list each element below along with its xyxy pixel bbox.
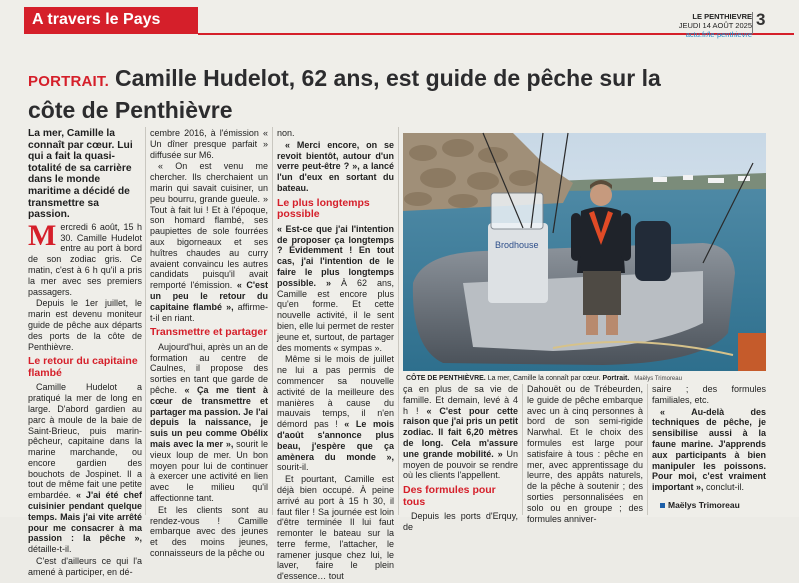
paragraph: C'est d'ailleurs ce qui l'a amené à participer, en dé- — [28, 556, 142, 577]
paragraph-text: « On est venu me chercher. Ils cherchaient un marin qui savait cuisiner, un peu bourru, grande gueule. » Tout à fait lui ! Et à l'époque, son homard flambé, ses paupiettes de sole fourrées aux bigorneaux et ses huîtres chaudes au curry avaient convaincu les autres candidats puisqu'il avait remporté l'émission. — [150, 161, 268, 291]
masthead — [640, 12, 752, 39]
column-rule — [522, 384, 523, 515]
masthead-separator — [752, 12, 753, 34]
paragraph — [150, 161, 268, 323]
quote-text: « J'ai été chef cuisinier pendant quelque temps. Mais j'ai vite arrêté pour me consacrer à ma passion : la pêche », — [28, 490, 142, 544]
subheading: Des formules pour tous — [403, 484, 496, 508]
subheading: Le plus longtemps possible — [277, 196, 370, 221]
paragraph: Depuis le 1er juillet, le marin est devenu moniteur guide de pêche aux départs des ports de la côte de Penthièvre. — [28, 298, 142, 352]
photo-credit: Maëlys Trimoreau — [634, 376, 682, 382]
quote-text: « C'est un peu le retour du capitaine flambé », — [150, 280, 268, 312]
article-column-2 — [150, 128, 268, 560]
paragraph-text: sourit-il. — [277, 462, 309, 473]
paragraph: saire ; des formules familiales, etc. — [652, 384, 766, 405]
paragraph — [277, 224, 394, 354]
quote-text: « Ça me tient à cœur de transmettre et partager ma passion. Je l'ai depuis la naissance, je suis un peu comme Obélix mais avec la mer », — [150, 385, 268, 450]
paragraph-text: Même si le mois de juillet ne lui a pas permis de commencer sa nouvelle activité de la meilleure des manières à cause du mauvais temps, il n'en démord pas ! — [277, 354, 394, 430]
paragraph-text: affirme-t-il en riant. — [150, 301, 268, 323]
article-headline — [28, 64, 668, 124]
paragraph — [28, 218, 142, 298]
paragraph: Dahouët ou de Trébeurden, le guide de pêche embarque avec un à cinq personnes à bord de son semi-rigide Narwhal. Et le choix des formules est large pour satisfaire à tous : pêche en mer, avec apprentissage du leurre, des appâts naturels, de la pêche à soutenir ; des sorties personnalisées en solo ou en groupe ; des formules anniver- — [527, 384, 643, 524]
headline-kicker: PORTRAIT. — [28, 73, 109, 90]
paragraph-text: ercredi 6 août, 15 h 30. Camille Hudelot entre au port à bord de son zodiac gris. Ce matin, c'est à 6 h qu'il a pris la mer avec ses premiers passagers. — [28, 221, 142, 297]
article-column-6 — [652, 384, 766, 494]
drop-cap: M — [28, 218, 57, 252]
paragraph-text: ça en plus de sa vie de famille. Et demain, levé à 4 h ! — [403, 384, 518, 416]
article-photo — [403, 133, 766, 371]
subheading: Le retour du capitaine flambé — [28, 355, 138, 379]
signature-square-icon — [660, 503, 665, 508]
author-name: Maëlys Trimoreau — [668, 500, 740, 510]
paragraph — [403, 384, 518, 481]
subheading: Transmettre et partager — [150, 326, 268, 339]
boat-brand-label: Brodhouse — [495, 240, 539, 250]
paragraph — [28, 382, 142, 555]
paragraph-text: Camille Hudelot a pratiqué la mer de long en large. D'abord gardien au parc à moule de la baie de Saint-Brieuc, puis marin-pêcheur, capitaine dans la marine marchande, ou encore gardien des bouchots de Jospinet. Il a tout de même fait une petite embardée. — [28, 382, 142, 501]
paragraph: non. — [277, 128, 295, 138]
article-column-5 — [527, 384, 643, 525]
quote-paragraph: « Merci encore, on se revoit bientôt, autour d'un verre peut-être ? », a lancé l'un d'eux en sortant du bateau. — [277, 139, 394, 193]
website-link[interactable]: actu.fr/le-penthievre — [685, 30, 752, 39]
article-column-3 — [277, 128, 394, 583]
page-number: 3 — [756, 10, 766, 29]
quote-text: « Est-ce que j'ai l'intention de proposer ça longtemps ? Évidemment ! En tout cas, j'ai l'intention de le faire le plus longtemps possible. » — [277, 223, 394, 288]
paragraph: Et les clients sont au rendez-vous ! Camille embarque avec des jeunes et des moins jeunes, connaisseurs de la pêche ou — [150, 504, 268, 558]
paragraph: Et pourtant, Camille est déjà bien occupé. À peine arrivé au port à 15 h 30, il faut filer ! Sa journée est loin d'être terminée Il lui faut remonter le bateau sur la terre ferme, l'attacher, le ramener jusque chez lui, le laver, faire le plein d'essence… tout — [277, 474, 394, 582]
paragraph-text: À 62 ans, Camille est encore plus qu'en forme. Et cette nouvelle activité, il le sent bien, elle lui permet de rester jeune et, surtout, de partager des moments « sympas ». — [277, 277, 394, 353]
paragraph-text: détaille-t-il. — [28, 544, 72, 555]
quote-text: « Le mois d'août s'annonce plus beau, j'espère que ça amènera du monde », — [277, 419, 394, 462]
column-rule — [272, 127, 273, 515]
quote-text: « Au-delà des techniques de pêche, je sensibilise aussi à la faune marine. J'apprends aux participants à bien manipuler les poissons. Pour moi, c'est vraiment important », — [652, 406, 766, 493]
paragraph-text: conclut-il. — [706, 482, 745, 493]
caption-text: La mer, Camille la connaît par cœur. — [487, 375, 601, 382]
issue-date: JEUDI 14 AOÛT 2025 — [678, 21, 752, 30]
publication-name: LE PENTHIEVRE — [692, 12, 752, 21]
article-column-1 — [28, 128, 142, 579]
paragraph — [652, 407, 766, 493]
paragraph-text: Aujourd'hui, après un an de formation au centre de Caulnes, il propose des sorties en tant que garde de pêche. — [150, 341, 268, 396]
column-rule — [398, 127, 399, 515]
paragraph-text: sourit le vieux loup de mer. Un bon moyen pour lui de continuer à exercer une activité en lien avec le milieu qu'il affectionne tant. — [150, 439, 269, 503]
article-lede: La mer, Camille la connaît par cœur. Lui qui a fait la quasi-totalité de sa carrière dans le monde maritime a décidé de transmettre sa passion. — [28, 128, 133, 221]
paragraph: Depuis les ports d'Erquy, de — [403, 511, 518, 532]
quote-text: « C'est pour cette raison que j'ai pris un petit zodiac. Il fait 6,20 mètres de long. Cela m'assure une grande mobilité. » — [403, 405, 518, 459]
column-rule — [647, 384, 648, 515]
article-column-4 — [403, 384, 518, 534]
section-rubric: A travers le Pays — [24, 7, 198, 34]
caption-tag: Portrait. — [602, 375, 630, 382]
paragraph — [277, 354, 394, 473]
photo-caption — [406, 374, 766, 384]
paragraph-text: Un moyen de pouvoir se rendre où les clients l'appellent. — [403, 448, 518, 481]
author-signature — [660, 500, 740, 510]
caption-title: CÔTE DE PENTHIÈVRE. — [406, 375, 486, 382]
paragraph — [150, 342, 268, 504]
headline-title: Camille Hudelot, 62 ans, est guide de pêche sur la côte de Penthièvre — [28, 65, 661, 123]
column-rule — [145, 127, 146, 515]
paragraph: cembre 2016, à l'émission « Un dîner presque parfait » diffusée sur M6. — [150, 128, 268, 160]
guide-on-boat-illustration — [403, 133, 766, 371]
